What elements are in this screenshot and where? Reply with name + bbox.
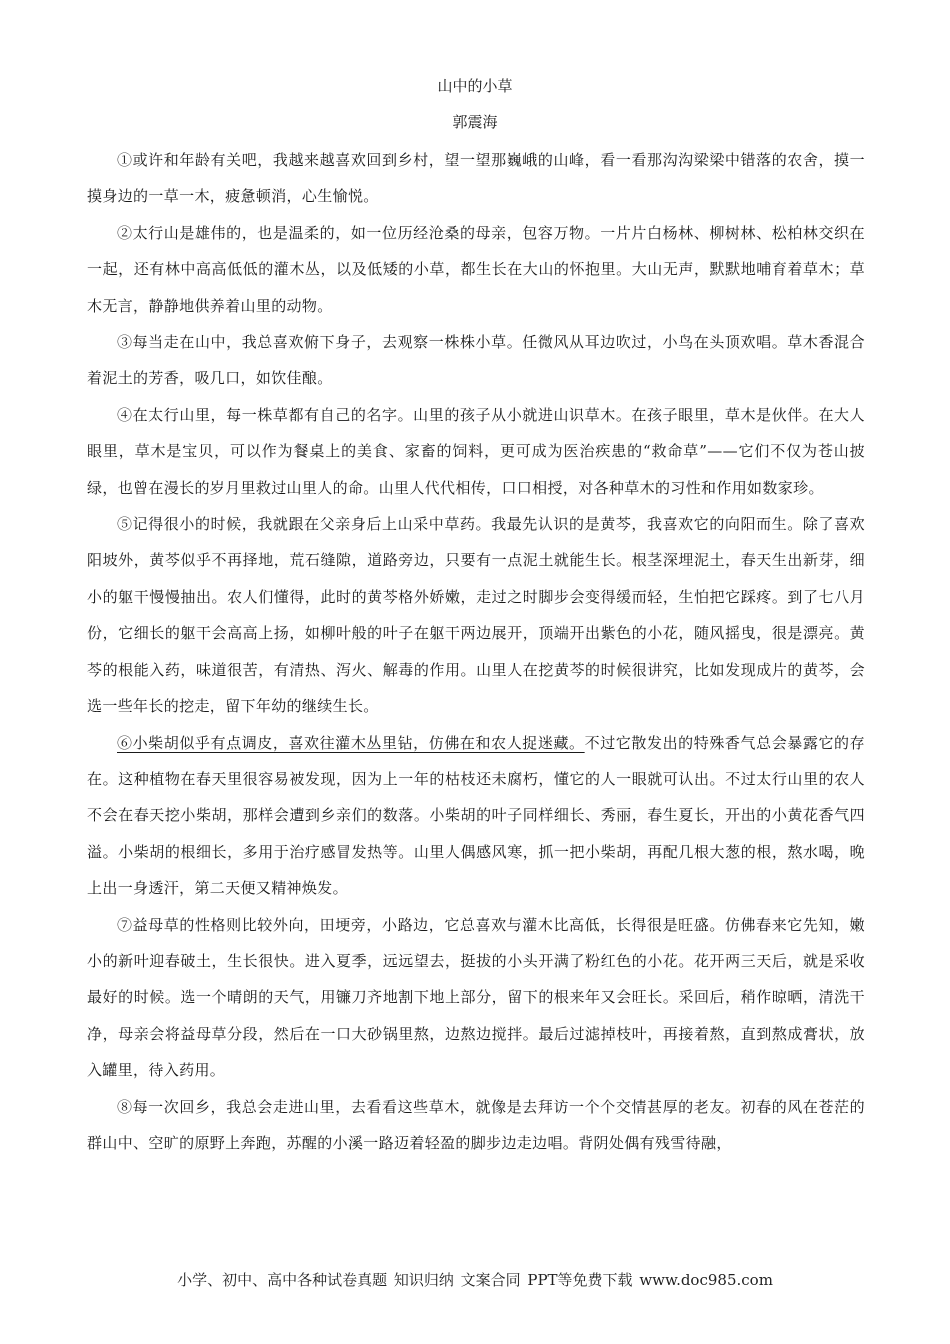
footer-watermark: 小学、初中、高中各种试卷真题 知识归纳 文案合同 PPT等免费下载 www.doc985.com: [177, 1271, 773, 1289]
paragraph-7: ⑦益母草的性格则比较外向，田埂旁，小路边，它总喜欢与灌木比高低，长得很是旺盛。仿佛春来它先知，嫩小的新叶迎春破土，生长很快。进入夏季，远远望去，挺拔的小头开满了粉红色的小花。花开两三天后，就是采收最好的时候。选一个晴朗的天气，用镰刀齐地割下地上部分，留下的根来年又会旺长。采回后，稍作晾晒，清洗干净，母亲会将益母草分段，然后在一口大砂锅里熬，边熬边搅拌。最后过滤掉枝叶，再接着熬，直到熬成膏状，放入罐里，待入药用。: [87, 915, 865, 1080]
article-title: 山中的小草: [437, 77, 513, 95]
underlined-sentence: ⑥小柴胡似乎有点调皮，喜欢往灌木丛里钻，仿佛在和农人捉迷藏。: [117, 733, 585, 752]
paragraph-8: ⑧每一次回乡，我总会走进山里，去看看这些草木，就像是去拜访一个个交情甚厚的老友。初春的风在苍茫的群山中、空旷的原野上奔跑，苏醒的小溪一路迈着轻盈的脚步边走边唱。背阴处偶有残雪待融，: [87, 1097, 865, 1152]
paragraph-5: ⑤记得很小的时候，我就跟在父亲身后上山采中草药。我最先认识的是黄芩，我喜欢它的向阳而生。除了喜欢阳坡外，黄芩似乎不再择地，荒石缝隙，道路旁边，只要有一点泥土就能生长。根茎深埋泥土，春天生出新芽，细小的躯干慢慢抽出。农人们懂得，此时的黄芩格外娇嫩，走过之时脚步会变得缓而轻，生怕把它踩疼。到了七八月份，它细长的躯干会高高上扬，如柳叶般的叶子在躯干两边展开，顶端开出紫色的小花，随风摇曳，很是漂亮。黄芩的根能入药，味道很苦，有清热、泻火、解毒的作用。山里人在挖黄芩的时候很讲究，比如发现成片的黄芩，会选一些年长的挖走，留下年幼的继续生长。: [87, 515, 865, 716]
paragraph-3: ③每当走在山中，我总喜欢俯下身子，去观察一株株小草。任微风从耳边吹过，小鸟在头顶欢唱。草木香混合着泥土的芳香，吸几口，如饮佳酿。: [87, 333, 865, 388]
article-body: [87, 142, 865, 1161]
paragraph-2: ②太行山是雄伟的，也是温柔的，如一位历经沧桑的母亲，包容万物。一片片白杨林、柳树林、松柏林交织在一起，还有林中高高低低的灌木丛，以及低矮的小草，都生长在大山的怀抱里。大山无声，默默地哺育着草木；草木无言，静静地供养着山里的动物。: [87, 223, 865, 315]
paragraph-4: ④在太行山里，每一株草都有自己的名字。山里的孩子从小就进山识草木。在孩子眼里，草木是伙伴。在大人眼里，草木是宝贝，可以作为餐桌上的美食、家畜的饲料，更可成为医治疾患的“救命草”——它们不仅为苍山披绿，也曾在漫长的岁月里救过山里人的命。山里人代代相传，口口相授，对各种草木的习性和作用如数家珍。: [87, 405, 865, 497]
paragraph-6-rest: 不过它散发出的特殊香气总会暴露它的存在。这种植物在春天里很容易被发现，因为上一年的枯枝还未腐朽，懂它的人一眼就可认出。不过太行山里的农人不会在春天挖小柴胡，那样会遭到乡亲们的数落。小柴胡的叶子同样细长、秀丽，春生夏长，开出的小黄花香气四溢。小柴胡的根细长，多用于治疗感冒发热等。山里人偶感风寒，抓一把小柴胡，再配几根大葱的根，熬水喝，晚上出一身透汗，第二天便又精神焕发。: [87, 733, 865, 898]
paragraph-1: ①或许和年龄有关吧，我越来越喜欢回到乡村，望一望那巍峨的山峰，看一看那沟沟梁梁中错落的农舍，摸一摸身边的一草一木，疲惫顿消，心生愉悦。: [87, 151, 865, 206]
paragraph-6: [87, 725, 865, 907]
article-author: 郭震海: [452, 113, 498, 131]
